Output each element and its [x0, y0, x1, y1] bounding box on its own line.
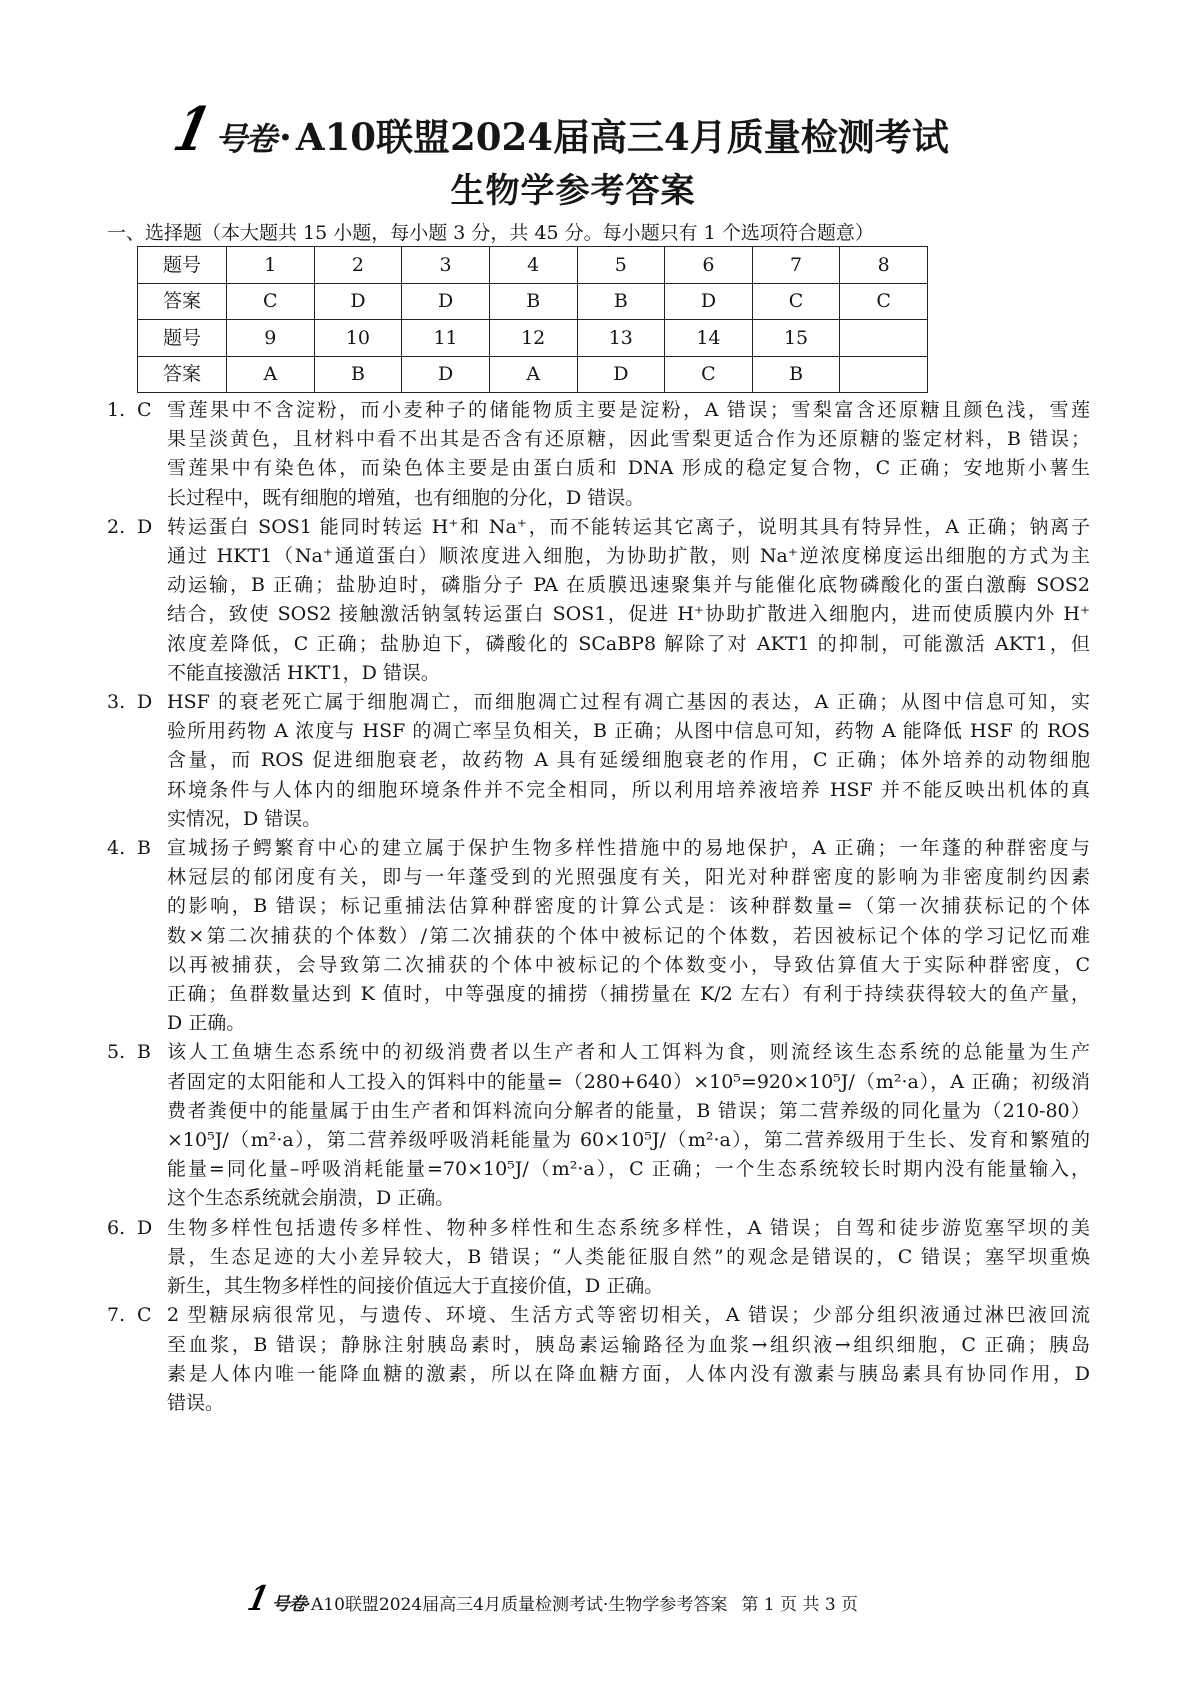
answer-letter: B [137, 1041, 151, 1064]
answer-label: 答案 [138, 356, 227, 393]
explanation-item [107, 1038, 1090, 1213]
question-number: 6. [107, 1216, 126, 1239]
explanation-line: 雪莲果中不含淀粉，而小麦种子的储能物质主要是淀粉，A 错误；雪梨富含还原糖且颜色浅，雪莲 [167, 399, 1090, 421]
explanation-item [107, 1214, 1090, 1302]
question-number-cell: 8 [840, 247, 928, 284]
answer-cell: B [752, 356, 840, 393]
explanation-line: 动运输，B 正确；盐胁迫时，磷脂分子 PA 在质膜迅速聚集并与能催化底物磷酸化的蛋白激酶 SOS2 [167, 574, 1090, 597]
explanation-line: 验所用药物 A 浓度与 HSF 的凋亡率呈负相关，B 正确；从图中信息可知，药物 A 能降低 HSF 的 ROS [167, 720, 1090, 743]
explanation-line: 结合，致使 SOS2 接触激活钠氢转运蛋白 SOS1，促进 H⁺协助扩散进入细胞内，进而使质膜内外 H⁺ [167, 603, 1090, 626]
question-number-cell: 2 [314, 247, 402, 284]
question-number: 1. [107, 399, 126, 421]
answer-key-row [138, 283, 928, 320]
question-number-cell: 11 [402, 320, 490, 357]
explanation-line: 新生，其生物多样性的间接价值远大于直接价值，D 正确。 [167, 1275, 664, 1298]
question-number-cell: 9 [227, 320, 315, 357]
question-number-cell: 14 [665, 320, 753, 357]
question-number-cell: 7 [752, 247, 840, 284]
question-number-cell: 10 [314, 320, 402, 357]
question-number-cell: 5 [577, 247, 665, 284]
question-number: 2. [107, 515, 126, 538]
answer-cell: A [489, 356, 577, 393]
question-number-row [138, 320, 928, 357]
answer-letter: D [137, 691, 153, 714]
answer-table [137, 246, 928, 393]
footer-logo-word: 号卷 [271, 1594, 306, 1615]
explanation-line: 素是人体内唯一能降血糖的激素，所以在降血糖方面，人体内没有激素与胰岛素具有协同作用，D [167, 1362, 1090, 1385]
explanation-item [107, 834, 1090, 1038]
explanation-text [167, 1038, 1090, 1213]
explanation-line: 长过程中，既有细胞的增殖，也有细胞的分化，D 错误。 [167, 486, 645, 509]
section-heading: 一、选择题（本大题共 15 小题，每小题 3 分，共 45 分。每小题只有 1 个选项符合题意） [107, 222, 874, 244]
answer-letter: D [137, 515, 153, 538]
explanation-line: 至血浆，B 错误；静脉注射胰岛素时，胰岛素运输路径为血浆→组织液→组织细胞，C 正确；胰岛 [167, 1333, 1090, 1356]
question-number-label: 题号 [138, 320, 227, 357]
answer-letter: B [137, 837, 151, 860]
answer-cell: C [752, 283, 840, 320]
explanation-line: 不能直接激活 HKT1，D 错误。 [167, 661, 440, 684]
explanation-line: 者固定的太阳能和人工投入的饵料中的能量=（280+640）×10⁵=920×10⁵J/（m²·a），A 正确；初级消 [167, 1070, 1090, 1093]
explanation-line: 宣城扬子鳄繁育中心的建立属于保护生物多样性措施中的易地保护，A 正确；一年蓬的种群密度与 [167, 837, 1090, 860]
explanation-line: 正确；鱼群数量达到 K 值时，中等强度的捕捞（捕捞量在 K/2 左右）有利于持续获得较大的鱼产量， [167, 983, 1090, 1006]
answer-table-body [138, 247, 928, 393]
answer-cell [840, 356, 928, 393]
title-text: A10联盟2024届高三4月质量检测考试 [295, 115, 949, 159]
footer-text: ·A10联盟2024届高三4月质量检测考试·生物学参考答案 [305, 1595, 728, 1615]
explanation-line: 通过 HKT1（Na⁺通道蛋白）顺浓度进入细胞，为协助扩散，则 Na⁺逆浓度梯度运出细胞的方式为主 [167, 545, 1090, 568]
document-title [0, 95, 1120, 171]
answer-letter: C [137, 399, 152, 421]
explanation-line: 能量=同化量–呼吸消耗能量=70×10⁵J/（m²·a），C 正确；一个生态系统较长时期内没有能量输入， [167, 1158, 1090, 1181]
answer-cell: B [489, 283, 577, 320]
explanation-line: 环境条件与人体内的细胞环境条件并不完全相同，所以利用培养液培养 HSF 并不能反映出机体的真 [167, 778, 1090, 801]
answer-cell: C [665, 356, 753, 393]
footer-logo [243, 1579, 306, 1625]
explanation-text [167, 513, 1090, 688]
explanation-line: 数×第二次捕获的个体数）/第二次捕获的个体中被标记的个体数，若因被标记个体的学习记忆而难 [167, 924, 1090, 947]
answer-cell: C [227, 283, 315, 320]
explanation-item [107, 688, 1090, 834]
page-footer [0, 1579, 1104, 1625]
question-number-cell: 3 [402, 247, 490, 284]
explanation-line: 林冠层的郁闭度有关，即与一年蓬受到的光照强度有关，阳光对种群密度的影响为非密度制约因素 [167, 866, 1090, 889]
explanation-line: 含量，而 ROS 促进细胞衰老，故药物 A 具有延缓细胞衰老的作用，C 正确；体外培养的动物细胞 [167, 749, 1090, 772]
explanation-line: 这个生态系统就会崩溃，D 正确。 [167, 1187, 455, 1210]
explanation-text [167, 834, 1090, 1038]
explanation-text [167, 1214, 1090, 1302]
question-number: 3. [107, 691, 126, 714]
explanation-line: 以再被捕获，会导致第二次捕获的个体中被标记的个体数变小，导致估算值大于实际种群密度，C [167, 953, 1090, 976]
question-number-cell: 15 [752, 320, 840, 357]
title-separator: · [278, 115, 292, 159]
answer-cell: D [402, 283, 490, 320]
question-number: 5. [107, 1041, 126, 1064]
explanation-item [107, 396, 1090, 513]
question-number-cell: 13 [577, 320, 665, 357]
question-number-cell [840, 320, 928, 357]
page-number: 第 1 页 共 3 页 [741, 1595, 859, 1615]
answer-cell: D [665, 283, 753, 320]
question-number-label: 题号 [138, 247, 227, 284]
explanation-line: 错误。 [167, 1391, 225, 1414]
explanation-line: 该人工鱼塘生态系统中的初级消费者以生产者和人工饵料为食，则流经该生态系统的总能量为生产 [167, 1041, 1090, 1064]
question-number-cell: 1 [227, 247, 315, 284]
answer-cell: D [577, 356, 665, 393]
document-subtitle: 生物学参考答案 [450, 171, 696, 211]
explanation-line: 2 型糖尿病很常见，与遗传、环境、生活方式等密切相关，A 错误；少部分组织液通过淋巴液回流 [167, 1304, 1090, 1327]
explanation-line: 实情况，D 错误。 [167, 807, 322, 830]
answer-cell: D [402, 356, 490, 393]
explanation-line: 的影响，B 错误；标记重捕法估算种群密度的计算公式是：该种群数量=（第一次捕获标记的个体 [167, 895, 1090, 918]
answer-cell: A [227, 356, 315, 393]
footer-logo-mark: 1 [243, 1579, 272, 1619]
explanation-line: HSF 的衰老死亡属于细胞凋亡，而细胞凋亡过程有凋亡基因的表达，A 正确；从图中信息可知，实 [167, 691, 1090, 714]
explanation-list [107, 396, 1090, 1418]
explanation-line: D 正确。 [167, 1012, 246, 1035]
question-number-cell: 12 [489, 320, 577, 357]
answer-letter: C [137, 1304, 152, 1327]
explanation-line: 生物多样性包括遗传多样性、物种多样性和生态系统多样性，A 错误；自驾和徒步游览塞罕坝的美 [167, 1216, 1090, 1239]
answer-cell: B [314, 356, 402, 393]
explanation-text [167, 1301, 1090, 1418]
explanation-line: 雪莲果中有染色体，而染色体主要是由蛋白质和 DNA 形成的稳定复合物，C 正确；安地斯小薯生 [167, 457, 1090, 480]
answer-cell: D [314, 283, 402, 320]
explanation-line: ×10⁵J/（m²·a），第二营养级呼吸消耗能量为 60×10⁵J/（m²·a），第二营养级用于生长、发育和繁殖的 [167, 1129, 1090, 1152]
answer-label: 答案 [138, 283, 227, 320]
explanation-item [107, 1301, 1090, 1418]
explanation-item [107, 513, 1090, 688]
question-number: 7. [107, 1304, 126, 1327]
answer-key-row [138, 356, 928, 393]
answer-cell: C [840, 283, 928, 320]
answer-letter: D [137, 1216, 153, 1239]
logo-word: 号卷 [214, 120, 275, 158]
question-number-cell: 6 [665, 247, 753, 284]
explanation-line: 果呈淡黄色，且材料中看不出其是否含有还原糖，因此雪梨更适合作为还原糖的鉴定材料，B 错误； [167, 428, 1090, 451]
question-number-row [138, 247, 928, 284]
question-number: 4. [107, 837, 126, 860]
answer-cell: B [577, 283, 665, 320]
explanation-line: 费者粪便中的能量属于由生产者和饵料流向分解者的能量，B 错误；第二营养级的同化量为（210-80） [167, 1099, 1090, 1122]
explanation-text [167, 688, 1090, 834]
explanation-text [167, 396, 1090, 513]
question-number-cell: 4 [489, 247, 577, 284]
explanation-line: 转运蛋白 SOS1 能同时转运 H⁺和 Na⁺，而不能转运其它离子，说明其具有特异性，A 正确；钠离子 [167, 515, 1090, 538]
explanation-line: 景，生态足迹的大小差异较大，B 错误；“人类能征服自然”的观念是错误的，C 错误；塞罕坝重焕 [167, 1245, 1090, 1268]
logo-mark: 1 [167, 95, 217, 165]
explanation-line: 浓度差降低，C 正确；盐胁迫下，磷酸化的 SCaBP8 解除了对 AKT1 的抑制，可能激活 AKT1，但 [167, 632, 1090, 655]
brand-logo [167, 95, 275, 171]
